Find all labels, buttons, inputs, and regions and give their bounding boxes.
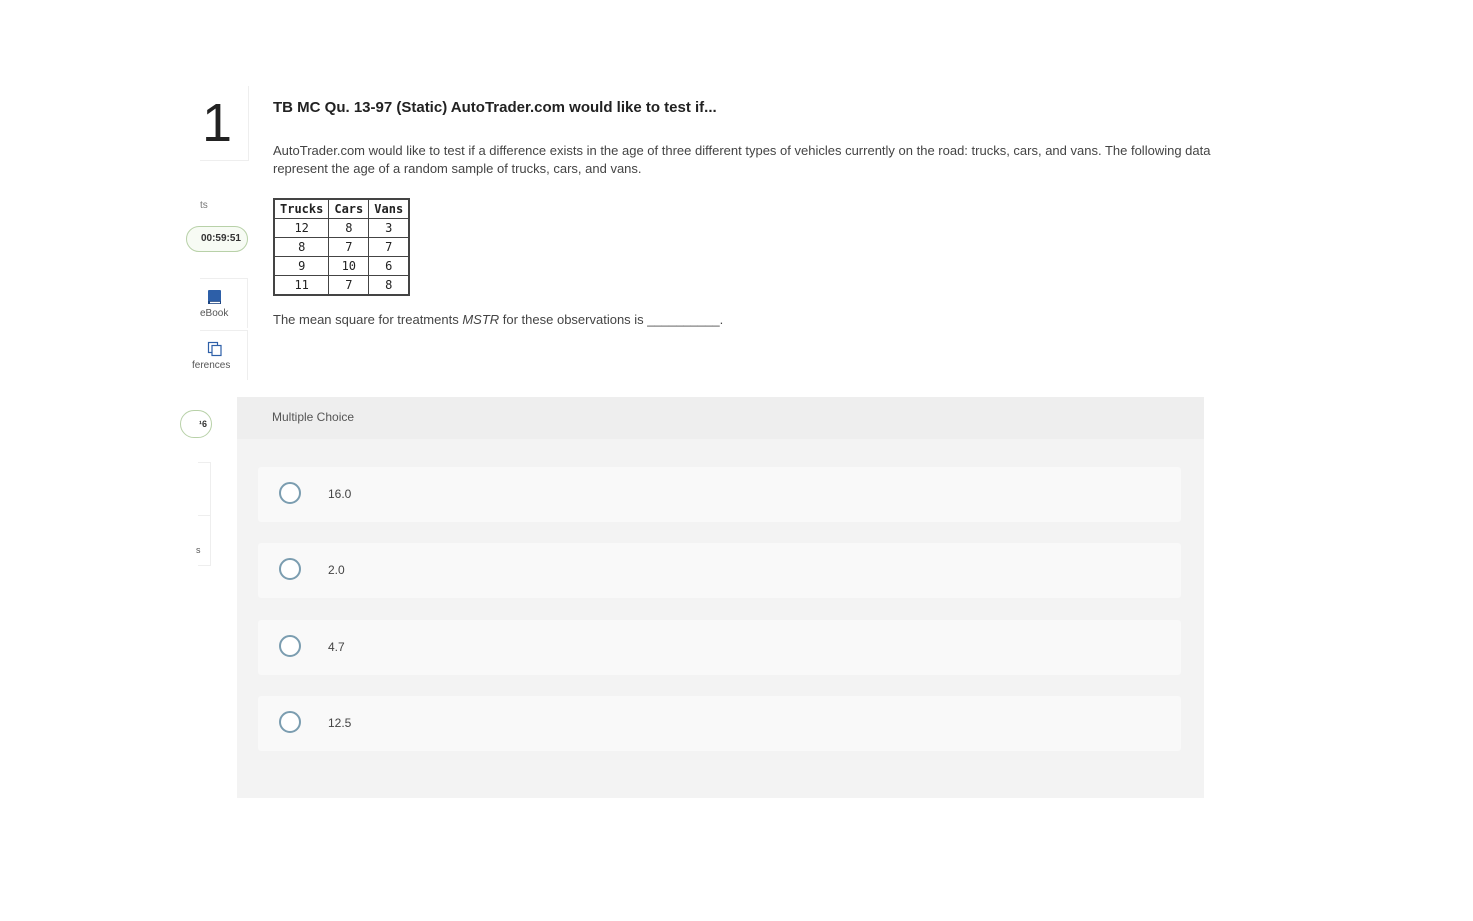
question-prompt xyxy=(273,312,1253,327)
answer-option-label: 16.0 xyxy=(328,487,352,501)
vehicle-age-table xyxy=(273,198,410,296)
references-button[interactable] xyxy=(192,330,248,380)
table-cell: 7 xyxy=(369,238,409,257)
table-cell: 12 xyxy=(274,219,329,238)
answer-option-label: 4.7 xyxy=(328,640,345,654)
radio-button[interactable] xyxy=(279,711,301,733)
left-rail-lower xyxy=(196,408,214,578)
table-cell: 3 xyxy=(369,219,409,238)
table-cell: 8 xyxy=(274,238,329,257)
points-label: ts xyxy=(200,200,208,211)
question-title: TB MC Qu. 13-97 (Static) AutoTrader.com would like to test if... xyxy=(273,99,717,116)
table-row xyxy=(274,238,409,257)
answer-option-4[interactable] xyxy=(258,696,1181,751)
rail-nav-label: s xyxy=(196,545,201,555)
radio-button[interactable] xyxy=(279,482,301,504)
prompt-text-after: for these observations is __________. xyxy=(499,312,724,327)
radio-button[interactable] xyxy=(279,635,301,657)
table-header-cell: Cars xyxy=(329,199,369,219)
table-row xyxy=(274,276,409,296)
answer-option-label: 2.0 xyxy=(328,563,345,577)
rail-divider xyxy=(198,515,211,516)
table-header-cell: Trucks xyxy=(274,199,329,219)
prompt-text-before: The mean square for treatments xyxy=(273,312,463,327)
table-row xyxy=(274,219,409,238)
answer-option-label: 12.5 xyxy=(328,716,352,730)
rail-nav-box[interactable] xyxy=(198,462,211,566)
table-cell: 9 xyxy=(274,257,329,276)
radio-button[interactable] xyxy=(279,558,301,580)
table-cell: 11 xyxy=(274,276,329,296)
ebook-button[interactable] xyxy=(200,278,248,328)
question-content xyxy=(273,96,1253,327)
multiple-choice-label: Multiple Choice xyxy=(272,410,355,424)
timer-badge: 00:59:51 xyxy=(186,226,248,252)
question-body: AutoTrader.com would like to test if a difference exists in the age of three different types of vehicles currently on the road: trucks, cars, and vans. The following data represent the age of a random sample of trucks, cars, and vans. xyxy=(273,143,1211,176)
question-number: 1 xyxy=(202,93,233,153)
table-header-cell: Vans xyxy=(369,199,409,219)
table-cell: 8 xyxy=(369,276,409,296)
table-cell: 10 xyxy=(329,257,369,276)
table-cell: 7 xyxy=(329,276,369,296)
references-label: ferences xyxy=(192,360,231,371)
ebook-label: eBook xyxy=(200,308,229,319)
table-cell: 8 xyxy=(329,219,369,238)
book-icon xyxy=(207,289,223,305)
prompt-term: MSTR xyxy=(462,312,500,327)
answer-option-1[interactable] xyxy=(258,467,1181,522)
multiple-choice-panel xyxy=(237,397,1204,798)
progress-badge: ¹6 xyxy=(180,410,212,438)
references-icon xyxy=(207,341,223,357)
answer-option-3[interactable] xyxy=(258,620,1181,675)
answer-option-2[interactable] xyxy=(258,543,1181,598)
table-row xyxy=(274,257,409,276)
table-cell: 7 xyxy=(329,238,369,257)
table-header-row xyxy=(274,199,409,219)
table-cell: 6 xyxy=(369,257,409,276)
question-number-box xyxy=(200,86,249,161)
multiple-choice-header xyxy=(237,397,1204,439)
